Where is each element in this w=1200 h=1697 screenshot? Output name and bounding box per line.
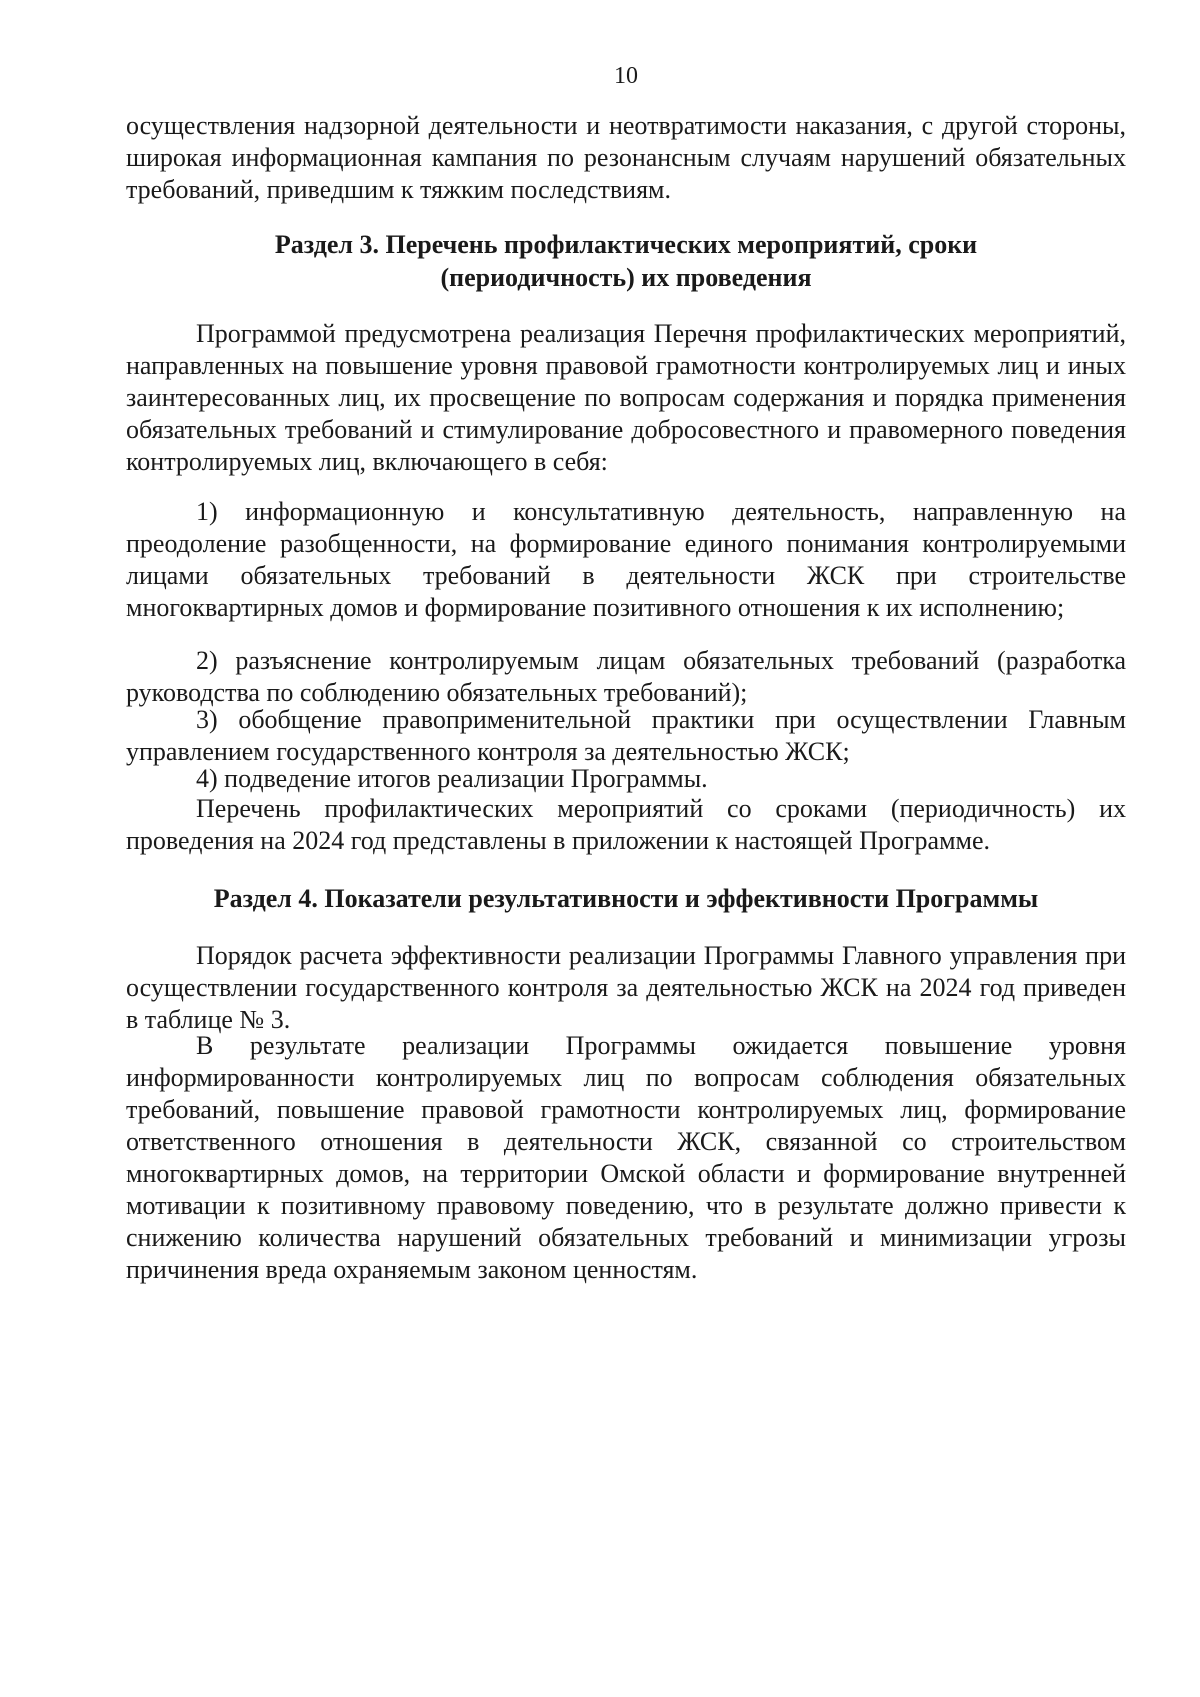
section-3-heading-line-2: (периодичность) их проведения — [440, 263, 812, 292]
section-3-heading — [126, 228, 1126, 294]
section-4-paragraph-1: Порядок расчета эффективности реализации Программы Главного управления при осуществлении государственного контроля за деятельностью ЖСК на 2024 год приведен в таблице № 3. — [126, 941, 1126, 1034]
page-number: 10 — [614, 63, 638, 89]
intro-paragraph: осуществления надзорной деятельности и неотвратимости наказания, с другой стороны, широкая информационная кампания по резонансным случаям нарушений обязательных требований, приведшим к тяжким последствиям. — [126, 111, 1126, 204]
section-3-list-item-4: 4) подведение итогов реализации Программы. — [196, 764, 708, 793]
section-4-paragraph-2: В результате реализации Программы ожидается повышение уровня информированности контролируемых лиц по вопросам соблюдения обязательных требований, повышение правовой грамотности контролируемых лиц, формирование ответственного отношения в деятельности ЖСК, связанной со строительством многоквартирных домов, на территории Омской области и формирование внутренней мотивации к позитивному правовому поведению, что в результате должно привести к снижению количества нарушений обязательных требований и минимизации угрозы причинения вреда охраняемым законом ценностям. — [126, 1031, 1126, 1284]
section-3-heading-line-1: Раздел 3. Перечень профилактических мероприятий, сроки — [274, 230, 978, 259]
section-3-list-item-2: 2) разъяснение контролируемым лицам обязательных требований (разработка руководства по соблюдению обязательных требований); — [126, 646, 1126, 707]
section-3-paragraph-intro: Программой предусмотрена реализация Перечня профилактических мероприятий, направленных на повышение уровня правовой грамотности контролируемых лиц и иных заинтересованных лиц, их просвещение по вопросам содержания и порядка применения обязательных требований и стимулирование добросовестного и правомерного поведения контролируемых лиц, включающего в себя: — [126, 319, 1126, 476]
section-4-heading: Раздел 4. Показатели результативности и эффективности Программы — [213, 884, 1039, 913]
section-3-closing-paragraph: Перечень профилактических мероприятий со сроками (периодичность) их проведения на 2024 год представлены в приложении к настоящей Программе. — [126, 794, 1126, 855]
section-3-list-item-3: 3) обобщение правоприменительной практики при осуществлении Главным управлением государственного контроля за деятельностью ЖСК; — [126, 705, 1126, 766]
section-3-list-item-1: 1) информационную и консультативную деятельность, направленную на преодоление разобщенности, на формирование единого понимания контролируемыми лицами обязательных требований в деятельности ЖСК при строительстве многоквартирных домов и формирование позитивного отношения к их исполнению; — [126, 497, 1126, 622]
document-page — [126, 0, 1126, 1697]
